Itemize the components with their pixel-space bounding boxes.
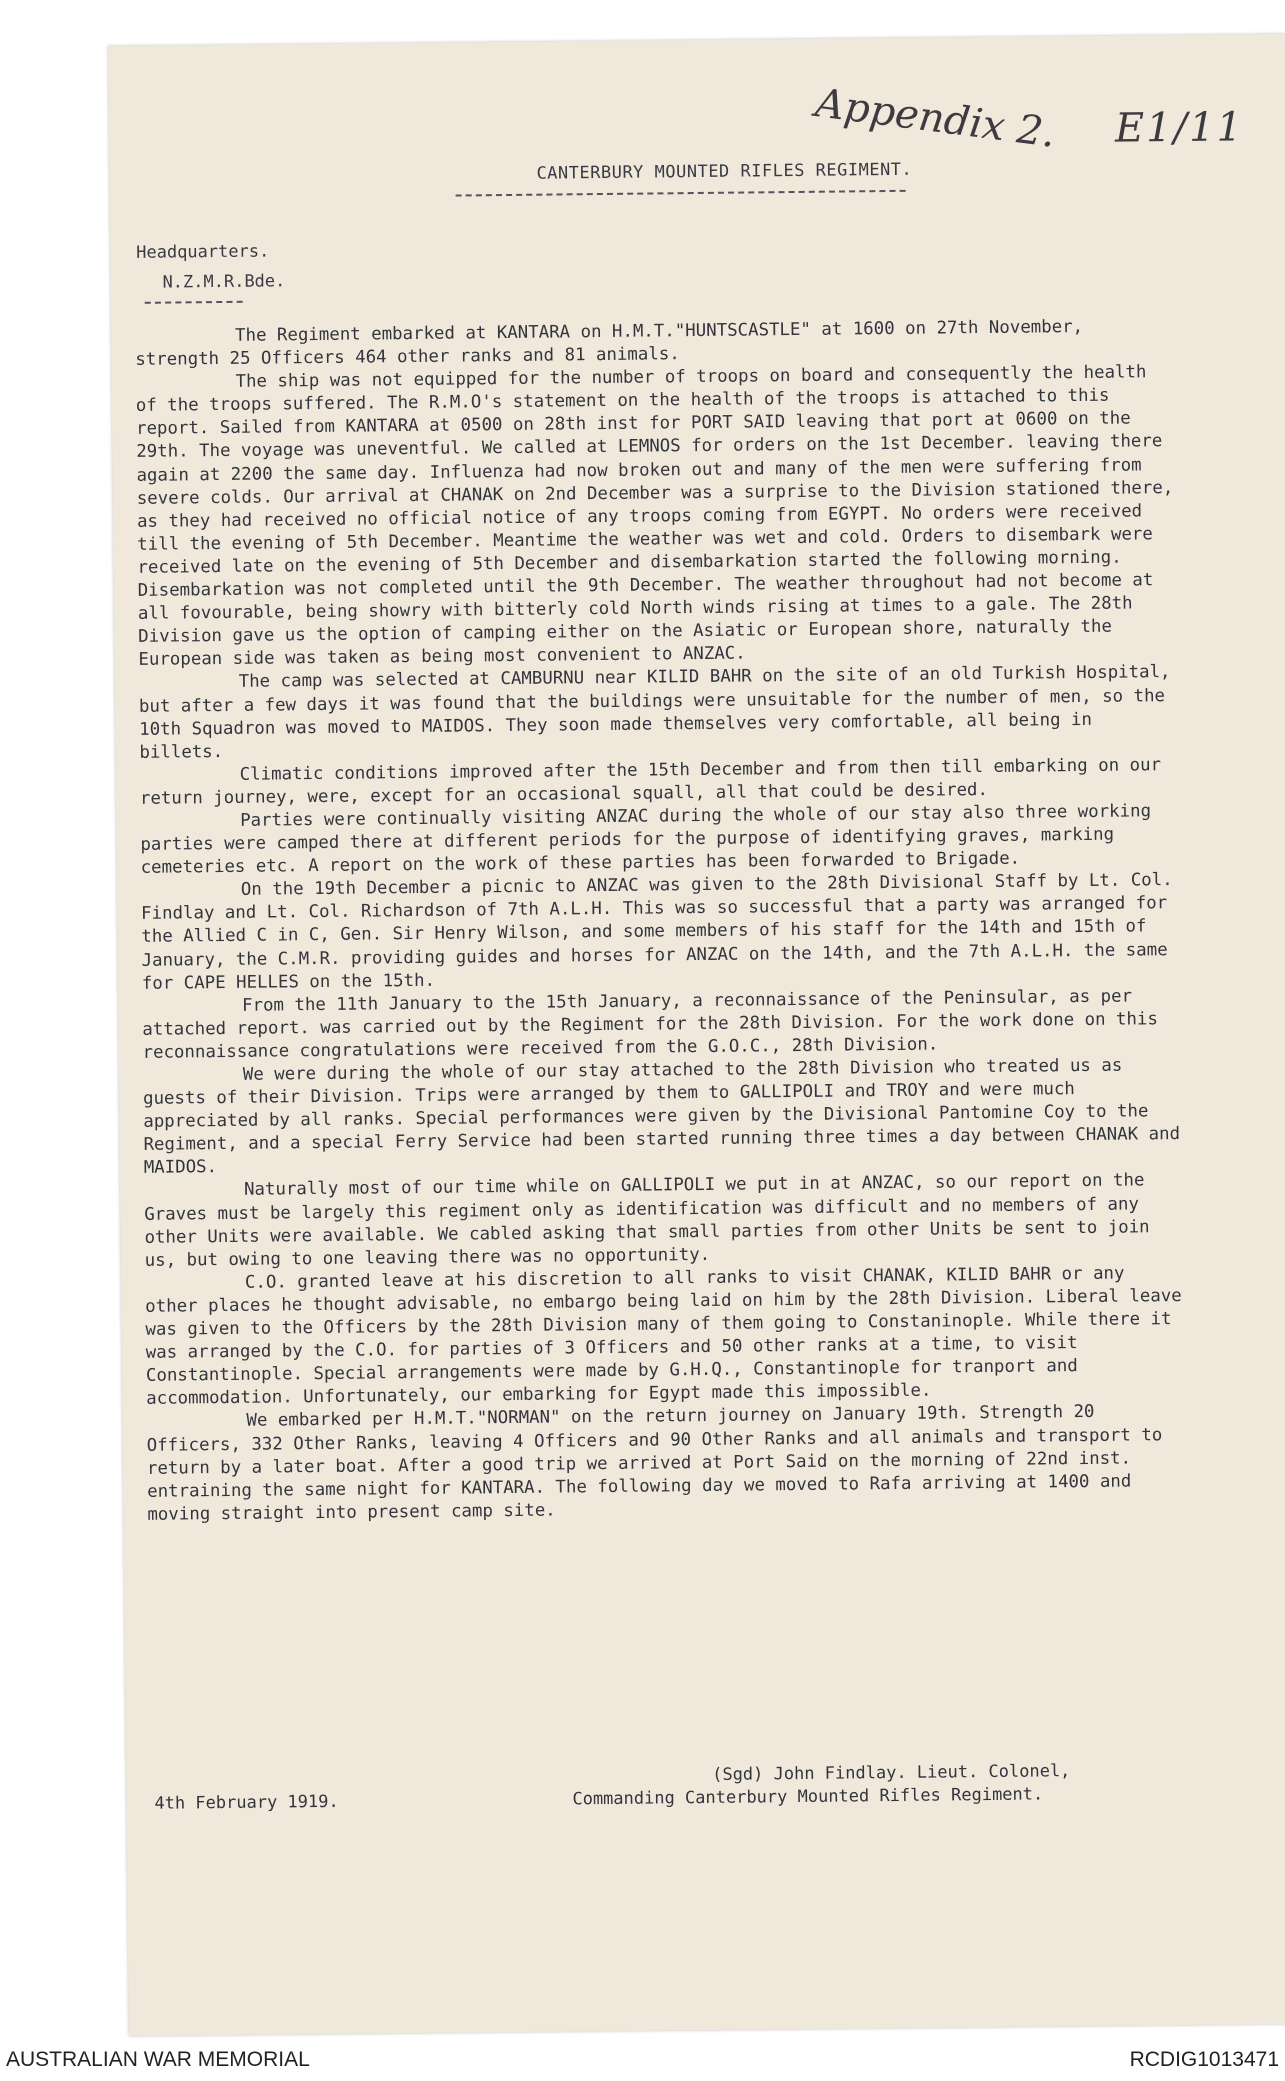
handwritten-reference-number: E1/11 <box>1114 104 1245 152</box>
address-underline <box>145 301 243 304</box>
paragraph: On the 19th December a picnic to ANZAC was given to the 28th Divisional Staff by Lt. Col. Findlay and Lt. Col. Richardson of 7th A.L.H. This was so successful that a party was arranged for the Allied C in C, Gen. Sir Henry Wilson, and some members of his staff for the 14th and 15th of January, the C.M.R. providing guides and horses for ANZAC on the 14th, and the 7th A.L.H. the same for CAPE HELLES on the 15th. <box>141 870 1173 994</box>
signature-line: (Sgd) John Findlay. Lieut. Colonel, <box>712 1761 1071 1785</box>
footer-record-id: RCDIG1013471 <box>1129 2048 1279 2071</box>
address-block <box>136 236 285 298</box>
signature-title: Commanding Canterbury Mounted Rifles Regiment. <box>572 1784 1044 1810</box>
paragraph: The ship was not equipped for the number of troops on board and consequently the health of the troops suffered. The R.M.O's statement on the health of the troops is attached to this report. Sailed from KANTARA at 0500 on 28th inst for PORT SAID leaving that port at 0600 on the 29th. The voyage was uneventful. We called at LEMNOS for orders on the 1st December. leaving there again at 2200 the same day. Influenza had now broken out and many of the men were suffering from severe colds. Our arrival at CHANAK on 2nd December was a surprise to the Division stationed there, as they had received no official notice of any troops coming from EGYPT. No orders were received till the evening of 5th December. Meantime the weather was wet and cold. Orders to disembark were received late on the evening of 5th December and disembarkation started the following morning. Disembarkation was not completed until the 9th December. The weather throughout had not become at all fovourable, being showry with bitterly cold North winds rising at times to a gale. The 28th Division gave us the option of camping either on the Asiatic or European shore, naturally the European side was taken as being most convenient to ANZAC. <box>135 362 1174 671</box>
paragraph: Climatic conditions improved after the 15th December and from then till embarking on our return journey, were, except for an occasional squall, all that could be desired. <box>139 754 1162 809</box>
paragraph: From the 11th January to the 15th January, a reconnaissance of the Peninsular, as per attached report. was carried out by the Regiment for the 28th Division. For the work done on this reconnaissance congratulations were received from the G.O.C., 28th Division. <box>142 986 1158 1063</box>
document-title: CANTERBURY MOUNTED RIFLES REGIMENT. <box>536 159 913 184</box>
handwritten-appendix-note: Appendix 2. <box>812 80 1059 157</box>
signature-block <box>572 1760 1071 1811</box>
paragraph: C.O. granted leave at his discretion to all ranks to visit CHANAK, KILID BAHR or any other places he thought advisable, no embargo being laid on him by the 28th Division. Liberal leave was given to the Officers by the 28th Division many of them going to Constaninople. While there it was arranged by the C.O. for parties of 3 Officers and 50 other ranks at a time, to visit Constantinople. Special arrangements were made by G.H.Q., Constantinople for tranport and accommodation. Unfortunately, our embarking for Egypt made this impossible. <box>145 1263 1182 1410</box>
report-body <box>135 315 1188 1527</box>
paragraph: Naturally most of our time while on GALLIPOLI we put in at ANZAC, so our report on the Graves must be largely this regiment only as identification was difficult and no members of any other Units were available. We cabled asking that small parties from other Units be sent to join us, but owing to one leaving there was no opportunity. <box>144 1170 1150 1271</box>
footer-institution: AUSTRALIAN WAR MEMORIAL <box>6 2048 310 2071</box>
document-page <box>108 34 1285 2036</box>
paragraph: The camp was selected at CAMBURNU near KILID BAHR on the site of an old Turkish Hospital, but after a few days it was found that the buildings were unsuitable for the number of men, so the 10th Squadron was moved to MAIDOS. They soon made themselves very comfortable, all being in billets. <box>138 662 1171 763</box>
document-date: 4th February 1919. <box>154 1791 339 1814</box>
paragraph: Parties were continually visiting ANZAC during the whole of our stay also three working parties were camped there at different periods for the purpose of identifying graves, marking cemeteries etc. A report on the work of these parties has been forwarded to Brigade. <box>140 801 1152 879</box>
title-underline <box>456 190 906 197</box>
paragraph: We were during the whole of our stay attached to the 28th Division who treated us as guests of their Division. Trips were arranged by them to GALLIPOLI and TROY and were much appreciated by all ranks. Special performances were given by the Divisional Pantomine Coy to the Regiment, and a special Ferry Service had been started running three times a day between CHANAK and MAIDOS. <box>142 1055 1181 1179</box>
paragraph: The Regiment embarked at KANTARA on H.M.T."HUNTSCASTLE" at 1600 on 27th November, strength 25 Officers 464 other ranks and 81 animals. <box>135 316 1084 370</box>
address-line-2: N.Z.M.R.Bde. <box>162 271 286 293</box>
paragraph: We embarked per H.M.T."NORMAN" on the return journey on January 19th. Strength 20 Officers, 332 Other Ranks, leaving 4 Officers and 90 Other Ranks and all animals and transport to return by a later boat. After a good trip we arrived at Port Said on the morning of 22nd inst. entraining the same night for KANTARA. The following day we moved to Rafa arriving at 1400 and moving straight into present camp site. <box>146 1402 1163 1525</box>
address-line-1: Headquarters. <box>136 241 270 263</box>
